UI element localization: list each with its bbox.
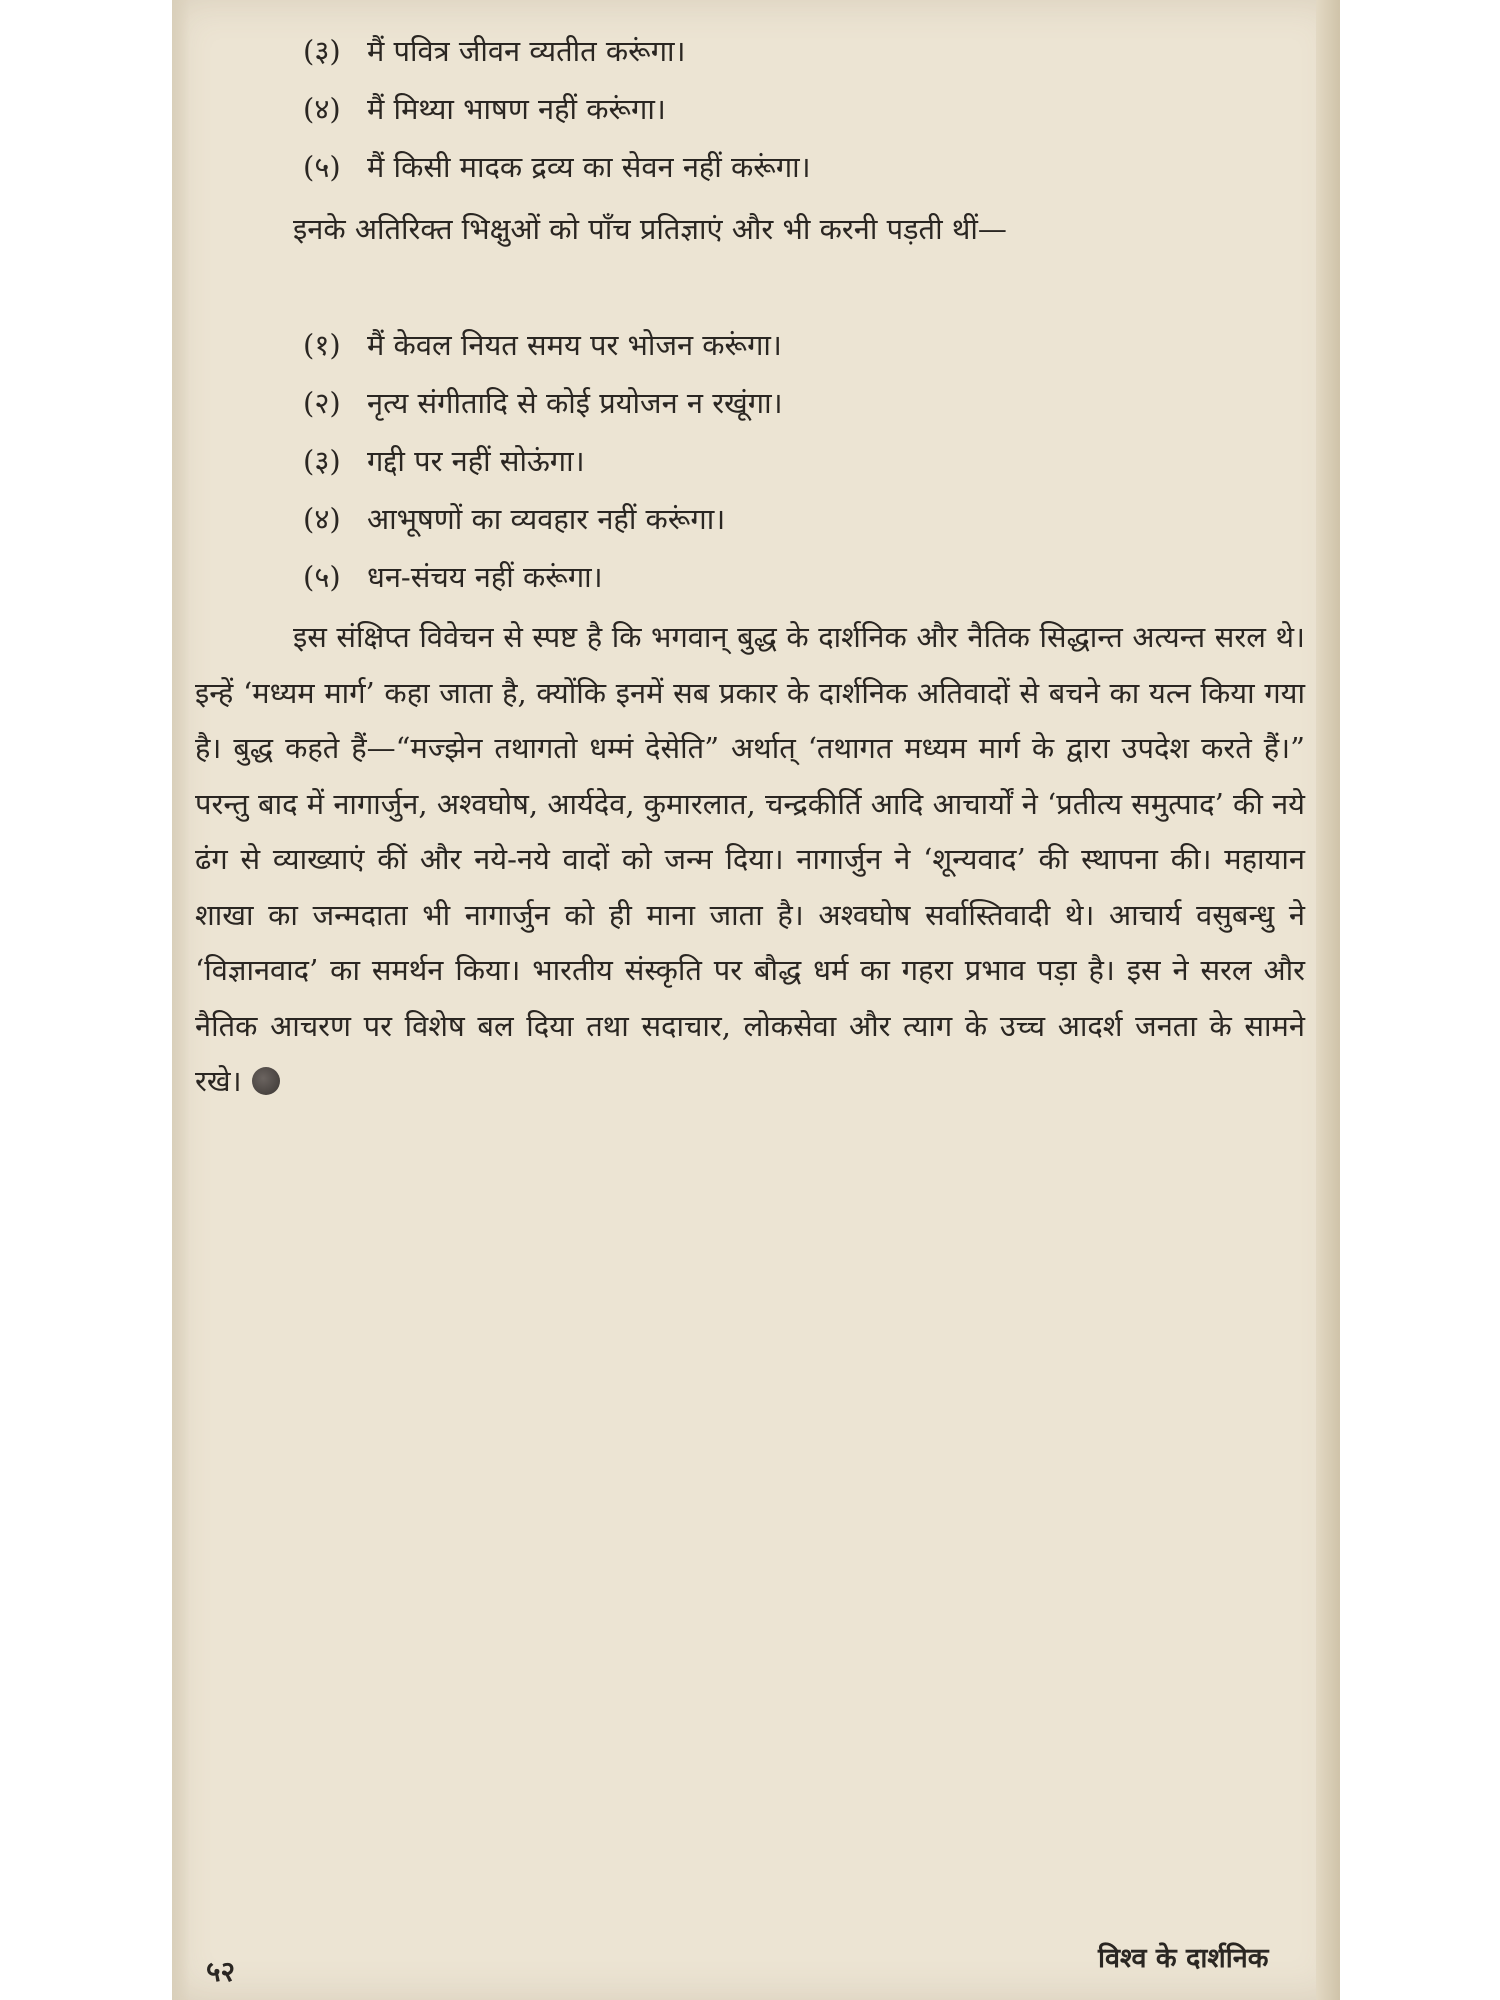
- running-title: विश्व के दार्शनिक: [1098, 1943, 1269, 1974]
- vow-text: मैं पवित्र जीवन व्यतीत करूंगा।: [367, 34, 686, 68]
- vow-text: मैं किसी मादक द्रव्य का सेवन नहीं करूंगा।: [367, 150, 811, 184]
- page-body: [195, 22, 1305, 1110]
- summary-paragraph: [195, 610, 1305, 1110]
- section-end-ornament-icon: [252, 1067, 280, 1095]
- page-number: ५२: [206, 1955, 236, 1988]
- vow-item: [195, 432, 1305, 490]
- vow-number: (३): [303, 34, 341, 68]
- vow-number: (५): [303, 150, 341, 184]
- vow-text: धन-संचय नहीं करूंगा।: [367, 560, 603, 594]
- vow-item: [195, 316, 1305, 374]
- vow-number: (५): [303, 560, 341, 594]
- page-gutter-shadow: [172, 0, 190, 2000]
- vow-text: आभूषणों का व्यवहार नहीं करूंगा।: [367, 502, 726, 536]
- vow-item: [195, 80, 1305, 138]
- vow-text: मैं मिथ्या भाषण नहीं करूंगा।: [367, 92, 666, 126]
- vow-number: (१): [303, 328, 341, 362]
- page-edge: [1316, 0, 1340, 2000]
- vow-text: मैं केवल नियत समय पर भोजन करूंगा।: [367, 328, 782, 362]
- vow-item: [195, 374, 1305, 432]
- paragraph-text: इस संक्षिप्त विवेचन से स्पष्ट है कि भगवान् बुद्ध के दार्शनिक और नैतिक सिद्धान्त अत्यन्त सरल थे। इन्हें ‘मध्यम मार्ग’ कहा जाता है, क्योंकि इनमें सब प्रकार के दार्शनिक अतिवादों से बचने का यत्न किया गया है। बुद्ध कहते हैं—“मज्झेन तथागतो धम्मं देसेति” अर्थात् ‘तथागत मध्यम मार्ग के द्वारा उपदेश करते हैं।” परन्तु बाद में नागार्जुन, अश्वघोष, आर्यदेव, कुमारलात, चन्द्रकीर्ति आदि आचार्यों ने ‘प्रतीत्य समुत्पाद’ की नये ढंग से व्याख्याएं कीं और नये-नये वादों को जन्म दिया। नागार्जुन ने ‘शून्यवाद’ की स्थापना की। महायान शाखा का जन्मदाता भी नागार्जुन को ही माना जाता है। अश्वघोष सर्वास्तिवादी थे। आचार्य वसुबन्धु ने ‘विज्ञानवाद’ का समर्थन किया। भारतीय संस्कृति पर बौद्ध धर्म का गहरा प्रभाव पड़ा है। इस ने सरल और नैतिक आचरण पर विशेष बल दिया तथा सदाचार, लोकसेवा और त्याग के उच्च आदर्श जनता के सामने रखे।: [195, 620, 1305, 1098]
- vow-list-monks: [195, 316, 1305, 606]
- monk-vows-intro: इनके अतिरिक्त भिक्षुओं को पाँच प्रतिज्ञाएं और भी करनी पड़ती थीं—: [293, 212, 1007, 246]
- vow-item: [195, 548, 1305, 606]
- vow-item: [195, 490, 1305, 548]
- vow-number: (४): [303, 502, 341, 536]
- vow-item: [195, 138, 1305, 196]
- vow-text: नृत्य संगीतादि से कोई प्रयोजन न रखूंगा।: [367, 386, 783, 420]
- vow-number: (२): [303, 386, 341, 420]
- vow-item: [195, 22, 1305, 80]
- vow-list-first: [195, 22, 1305, 196]
- vow-number: (४): [303, 92, 341, 126]
- vow-text: गद्दी पर नहीं सोऊंगा।: [367, 444, 585, 478]
- vow-number: (३): [303, 444, 341, 478]
